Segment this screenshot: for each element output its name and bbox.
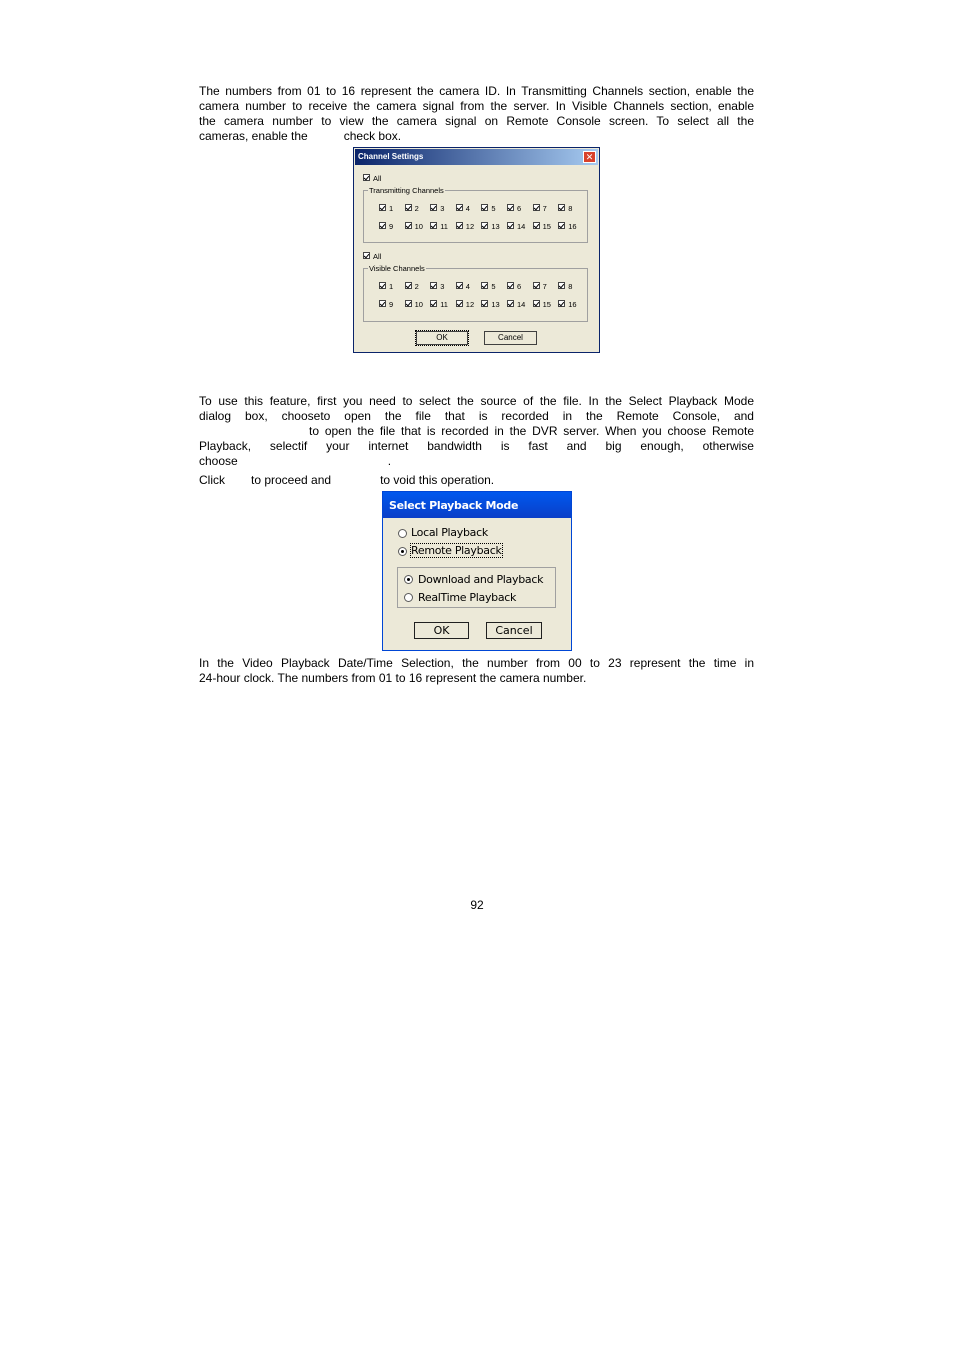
channel-number-label: 3 (440, 282, 445, 291)
text-line (199, 129, 754, 144)
channel-checkbox[interactable] (430, 222, 437, 229)
channel-number-label: 13 (491, 222, 500, 231)
channel-checkbox[interactable] (405, 204, 412, 211)
channel-checkbox[interactable] (558, 204, 565, 211)
channel-checkbox-cell[interactable] (558, 299, 582, 309)
visible-channels-group (363, 264, 588, 322)
channel-checkbox-cell[interactable] (481, 203, 505, 213)
channel-checkbox[interactable] (456, 222, 463, 229)
text-line: camera number to receive the camera signal from the server. In Visible Channels section, enable (199, 99, 754, 113)
local-playback-label[interactable]: Local Playback (411, 526, 488, 539)
channel-number-label: 12 (465, 222, 475, 231)
playback-paragraph (199, 394, 754, 469)
group-label: Transmitting Channels (369, 186, 444, 195)
download-and-playback-label[interactable]: Download and Playback (418, 573, 544, 586)
channel-checkbox[interactable] (507, 282, 514, 289)
group-label: Visible Channels (369, 264, 425, 273)
channel-number-label: 2 (414, 204, 419, 213)
channel-checkbox-cell[interactable] (507, 281, 531, 291)
channel-number-label: 13 (491, 300, 500, 309)
channel-checkbox[interactable] (405, 300, 412, 307)
channel-number-label: 15 (542, 300, 551, 309)
channel-number-label: 14 (517, 222, 526, 231)
dialog-title-bar (355, 149, 598, 165)
channel-number-label: 4 (465, 204, 470, 213)
channel-checkbox-cell[interactable] (405, 281, 429, 291)
realtime-playback-label[interactable]: RealTime Playback (418, 591, 517, 604)
cancel-button[interactable]: Cancel (484, 331, 537, 345)
channel-checkbox-cell[interactable] (456, 299, 480, 309)
close-icon[interactable]: ✕ (583, 151, 596, 163)
channel-checkbox[interactable] (558, 222, 565, 229)
channel-checkbox-cell[interactable] (379, 221, 403, 231)
channel-number-label: 6 (517, 282, 522, 291)
channel-checkbox-cell[interactable] (430, 221, 454, 231)
channel-checkbox[interactable] (533, 300, 540, 307)
text-line: To use this feature, first you need to select the source of the file. In the Select Playback Mode (199, 394, 754, 408)
channel-checkbox-cell[interactable] (379, 203, 403, 213)
cancel-button[interactable]: Cancel (486, 622, 542, 639)
channel-checkbox-cell[interactable] (558, 221, 582, 231)
channel-checkbox-cell[interactable] (481, 299, 505, 309)
channel-checkbox-cell[interactable] (430, 281, 454, 291)
channel-checkbox[interactable] (379, 282, 386, 289)
page-number: 92 (470, 898, 484, 912)
remote-playback-label[interactable]: Remote Playback (411, 544, 502, 557)
channel-checkbox[interactable] (456, 300, 463, 307)
channel-number-label: 2 (414, 282, 419, 291)
text-segment: check box. (343, 129, 402, 143)
text-segment: to proceed and (251, 473, 332, 487)
channel-number-label: 4 (465, 282, 470, 291)
channel-number-label: 5 (491, 204, 496, 213)
channel-number-label: 14 (517, 300, 526, 309)
realtime-playback-radio[interactable] (404, 593, 413, 602)
channel-number-label: 10 (414, 300, 423, 309)
text-segment: . (387, 454, 392, 468)
channel-checkbox-cell[interactable] (456, 203, 480, 213)
all-visible-checkbox[interactable] (363, 252, 370, 259)
channel-number-label: 9 (389, 300, 394, 309)
text-segment: to open the file that is recorded in the Remote Console, and (320, 409, 754, 423)
channel-checkbox[interactable] (481, 204, 488, 211)
channel-checkbox[interactable] (533, 282, 540, 289)
text-segment: cameras, enable the (199, 129, 308, 143)
channel-checkbox[interactable] (379, 300, 386, 307)
channel-checkbox-cell[interactable] (558, 281, 582, 291)
channel-checkbox-cell[interactable] (430, 299, 454, 309)
channel-checkbox[interactable] (481, 282, 488, 289)
channel-number-label: 10 (414, 222, 423, 231)
channel-number-label: 1 (389, 204, 394, 213)
date-time-paragraph (199, 656, 754, 686)
channel-checkbox[interactable] (558, 282, 565, 289)
text-line: 24-hour clock. The numbers from 01 to 16 represent the camera number. (199, 671, 587, 685)
channel-checkbox-cell[interactable] (405, 203, 429, 213)
click-paragraph (199, 473, 754, 488)
channel-checkbox[interactable] (405, 282, 412, 289)
all-label: All (373, 252, 382, 261)
channel-checkbox[interactable] (456, 204, 463, 211)
remote-options-group (397, 567, 556, 608)
channel-checkbox-cell[interactable] (507, 221, 531, 231)
channel-checkbox[interactable] (533, 204, 540, 211)
channel-number-label: 6 (517, 204, 522, 213)
text-line: to open the file that is recorded in the DVR server. When you choose Remote (309, 424, 754, 438)
channel-checkbox-cell[interactable] (456, 281, 480, 291)
channel-checkbox-cell[interactable] (533, 299, 557, 309)
intro-paragraph (199, 84, 754, 144)
channel-checkbox-cell[interactable] (533, 203, 557, 213)
transmitting-channels-group (363, 186, 588, 243)
channel-checkbox-cell[interactable] (379, 281, 403, 291)
channel-checkbox[interactable] (430, 282, 437, 289)
channel-number-label: 5 (491, 282, 496, 291)
all-label: All (373, 174, 382, 183)
channel-checkbox[interactable] (507, 204, 514, 211)
channel-number-label: 16 (568, 222, 577, 231)
text-segment: if your internet bandwidth is fast and big enough, otherwise (301, 439, 754, 453)
channel-checkbox[interactable] (507, 300, 514, 307)
channel-checkbox-cell[interactable] (456, 221, 480, 231)
channel-checkbox-cell[interactable] (405, 221, 429, 231)
text-line: The numbers from 01 to 16 represent the camera ID. In Transmitting Channels section, enable the (199, 84, 754, 98)
text-line: In the Video Playback Date/Time Selection, the number from 00 to 23 represent the time in (199, 656, 754, 670)
channel-checkbox-cell[interactable] (481, 221, 505, 231)
text-line (199, 409, 754, 424)
channel-number-label: 8 (568, 282, 573, 291)
text-segment: choose (199, 454, 238, 468)
remote-playback-radio[interactable] (398, 547, 407, 556)
text-segment: to void this operation. (380, 473, 495, 487)
dialog-title: Select Playback Mode (389, 499, 519, 512)
channel-checkbox-cell[interactable] (379, 299, 403, 309)
channel-checkbox-cell[interactable] (507, 203, 531, 213)
all-transmitting-checkbox[interactable] (363, 174, 370, 181)
text-line (199, 439, 754, 454)
channel-number-label: 8 (568, 204, 573, 213)
channel-checkbox-cell[interactable] (533, 281, 557, 291)
channel-checkbox-cell[interactable] (430, 203, 454, 213)
channel-number-label: 15 (542, 222, 551, 231)
channel-checkbox-cell[interactable] (481, 281, 505, 291)
channel-number-label: 7 (542, 204, 547, 213)
channel-settings-dialog (353, 147, 600, 353)
text-segment: dialog box, choose (199, 409, 321, 423)
local-playback-radio[interactable] (398, 529, 407, 538)
channel-checkbox[interactable] (533, 222, 540, 229)
text-line (199, 454, 754, 469)
channel-checkbox[interactable] (379, 222, 386, 229)
channel-number-label: 3 (440, 204, 445, 213)
text-segment: Click (199, 473, 225, 487)
channel-checkbox-cell[interactable] (533, 221, 557, 231)
text-line (199, 473, 754, 488)
channel-checkbox[interactable] (481, 222, 488, 229)
channel-checkbox[interactable] (430, 300, 437, 307)
channel-checkbox[interactable] (507, 222, 514, 229)
select-playback-mode-dialog (382, 491, 572, 651)
channel-checkbox[interactable] (379, 204, 386, 211)
channel-number-label: 9 (389, 222, 394, 231)
channel-checkbox-cell[interactable] (558, 203, 582, 213)
channel-checkbox-cell[interactable] (507, 299, 531, 309)
channel-number-label: 11 (440, 300, 448, 309)
channel-number-label: 16 (568, 300, 577, 309)
channel-checkbox-cell[interactable] (405, 299, 429, 309)
ok-button[interactable]: OK (414, 622, 469, 639)
dialog-title: Channel Settings (358, 152, 424, 161)
channel-checkbox[interactable] (430, 204, 437, 211)
channel-checkbox[interactable] (405, 222, 412, 229)
text-line: the camera number to view the camera signal on Remote Console screen. To select all the (199, 114, 754, 128)
ok-button[interactable]: OK (416, 331, 468, 345)
channel-checkbox[interactable] (456, 282, 463, 289)
text-segment: Playback, select (199, 439, 302, 453)
dialog-title-bar (383, 492, 571, 518)
channel-checkbox[interactable] (558, 300, 565, 307)
download-and-playback-radio[interactable] (404, 575, 413, 584)
channel-number-label: 12 (465, 300, 475, 309)
channel-checkbox[interactable] (481, 300, 488, 307)
channel-number-label: 7 (542, 282, 547, 291)
channel-number-label: 1 (389, 282, 394, 291)
channel-number-label: 11 (440, 222, 448, 231)
